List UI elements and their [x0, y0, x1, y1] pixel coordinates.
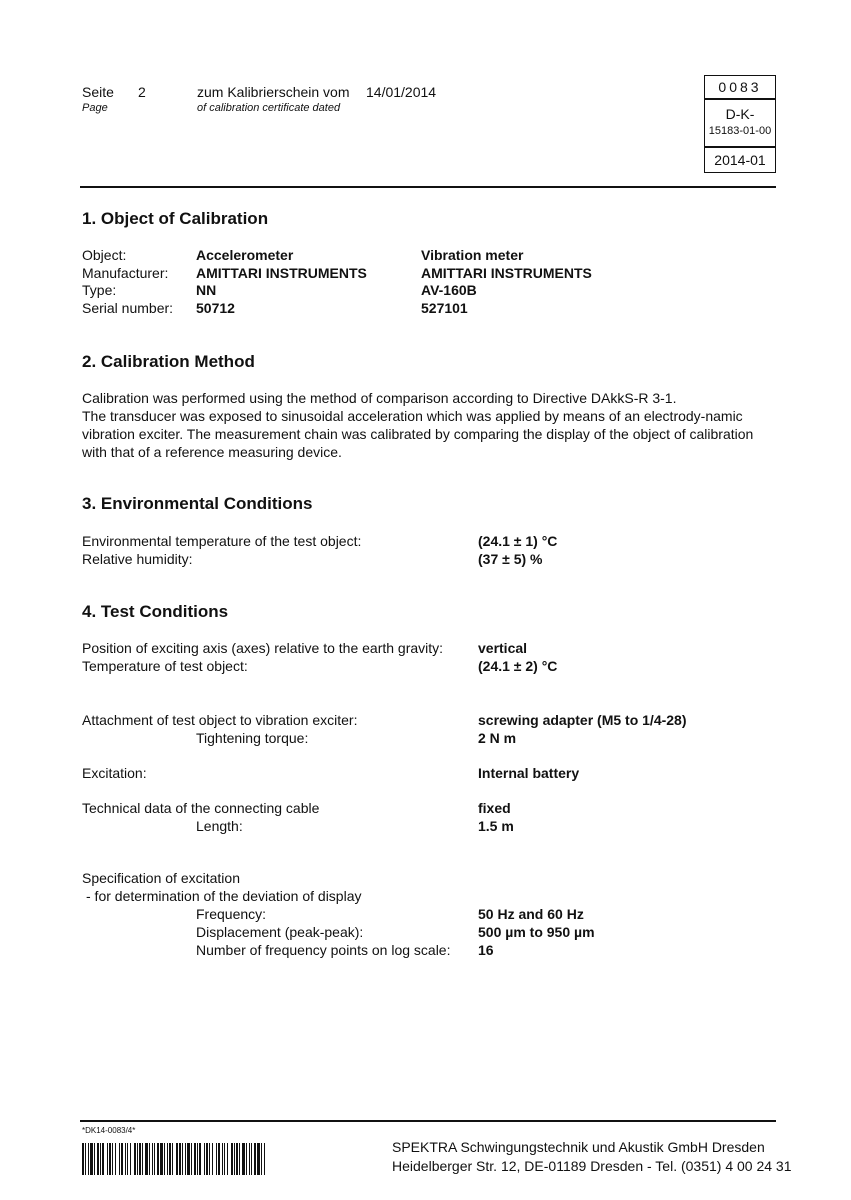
section-heading-object: 1. Object of Calibration — [82, 209, 269, 228]
accreditation-id: 15183-01-00 — [708, 125, 772, 137]
type-value-2: AV-160B — [421, 282, 477, 298]
serial-label: Serial number: — [82, 300, 174, 316]
frequency-value: 50 Hz and 60 Hz — [478, 906, 584, 922]
footer-rule — [80, 1120, 776, 1122]
env-temperature-label: Environmental temperature of the test object: — [82, 533, 362, 549]
env-temperature-value: (24.1 ± 1) °C — [478, 533, 558, 549]
serial-value-2: 527101 — [421, 300, 468, 316]
test-temperature-label: Temperature of test object: — [82, 658, 248, 674]
spec-sub-label: - for determination of the deviation of display — [86, 888, 362, 904]
accreditation-prefix: D-K- — [725, 106, 755, 122]
box-divider — [705, 146, 775, 148]
method-line: with that of a reference measuring device. — [82, 444, 342, 460]
section-heading-test-conditions: 4. Test Conditions — [82, 602, 229, 621]
serial-value-1: 50712 — [196, 300, 235, 316]
object-value-2: Vibration meter — [421, 247, 524, 263]
page-label: Seite — [82, 84, 114, 100]
displacement-label: Displacement (peak-peak): — [196, 924, 364, 940]
spec-label: Specification of excitation — [82, 870, 240, 886]
reference-label: zum Kalibrierschein vom — [197, 84, 350, 100]
humidity-label: Relative humidity: — [82, 551, 193, 567]
certificate-number: 0083 — [718, 79, 762, 95]
object-value-1: Accelerometer — [196, 247, 294, 263]
humidity-value: (37 ± 5) % — [478, 551, 543, 567]
section-heading-environment: 3. Environmental Conditions — [82, 494, 313, 513]
length-value: 1.5 m — [478, 818, 514, 834]
box-divider — [705, 98, 775, 100]
company-address: Heidelberger Str. 12, DE-01189 Dresden - Tel. (0351) 4 00 24 31 — [392, 1158, 792, 1174]
torque-label: Tightening torque: — [196, 730, 309, 746]
cable-value: fixed — [478, 800, 511, 816]
excitation-label: Excitation: — [82, 765, 147, 781]
length-label: Length: — [196, 818, 243, 834]
frequency-label: Frequency: — [196, 906, 267, 922]
attachment-label: Attachment of test object to vibration exciter: — [82, 712, 358, 728]
manufacturer-value-2: AMITTARI INSTRUMENTS — [421, 265, 592, 281]
axis-value: vertical — [478, 640, 528, 656]
barcode-icon — [82, 1143, 266, 1175]
certificate-date: 2014-01 — [714, 152, 766, 168]
axis-label: Position of exciting axis (axes) relative to the earth gravity: — [82, 640, 444, 656]
document-code: *DK14-0083/4* — [82, 1126, 136, 1135]
frequency-points-label: Number of frequency points on log scale: — [196, 942, 451, 958]
reference-label-en: of calibration certificate dated — [197, 102, 341, 114]
cable-label: Technical data of the connecting cable — [82, 800, 320, 816]
frequency-points-value: 16 — [478, 942, 494, 958]
company-name: SPEKTRA Schwingungstechnik und Akustik GmbH Dresden — [392, 1139, 765, 1155]
method-paragraph — [82, 389, 776, 461]
torque-value: 2 N m — [478, 730, 517, 746]
excitation-value: Internal battery — [478, 765, 580, 781]
page-number: 2 — [138, 84, 146, 100]
type-value-1: NN — [196, 282, 217, 298]
page-label-en: Page — [82, 102, 108, 114]
displacement-value: 500 µm to 950 µm — [478, 924, 595, 940]
method-line: vibration exciter. The measurement chain was calibrated by comparing the display of the object of calibration — [82, 426, 754, 442]
section-heading-method: 2. Calibration Method — [82, 352, 255, 371]
manufacturer-label: Manufacturer: — [82, 265, 169, 281]
method-line: The transducer was exposed to sinusoidal acceleration which was applied by means of an electrody-namic — [82, 408, 743, 424]
reference-date: 14/01/2014 — [366, 84, 437, 100]
type-label: Type: — [82, 282, 117, 298]
header-rule — [80, 186, 776, 188]
accreditation-box — [704, 75, 776, 173]
method-line: Calibration was performed using the method of comparison according to Directive DAkkS-R 3-1. — [82, 390, 677, 406]
test-temperature-value: (24.1 ± 2) °C — [478, 658, 558, 674]
object-label: Object: — [82, 247, 127, 263]
attachment-value: screwing adapter (M5 to 1/4-28) — [478, 712, 687, 728]
manufacturer-value-1: AMITTARI INSTRUMENTS — [196, 265, 367, 281]
